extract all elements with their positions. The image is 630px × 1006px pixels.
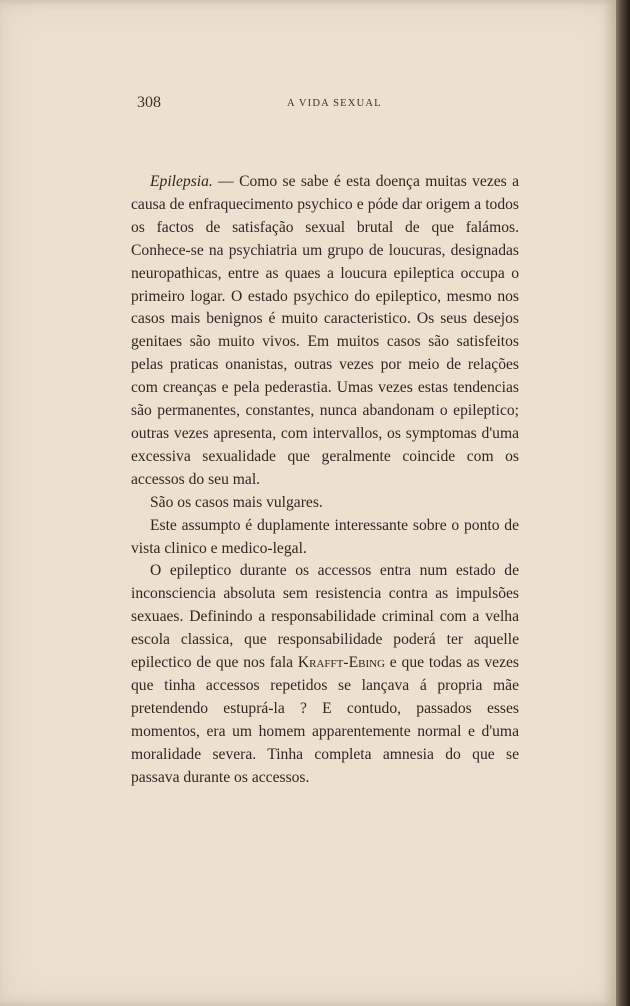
paragraph-text: e que todas as vezes que tinha accessos repetidos se lançava á propria mãe pretendendo estuprá-la ? E contudo, passados esses momentos, era um homem apparentemente normal e d'uma moralidade severa. Tinha completa amnesia do que se passava durante os accessos. xyxy=(131,654,519,786)
paragraph-vulgares: São os casos mais vulgares. xyxy=(150,493,323,511)
running-title: A VIDA SEXUAL xyxy=(287,98,382,109)
section-term: Epilepsia. xyxy=(150,173,213,190)
page-number: 308 xyxy=(137,94,161,111)
paragraph-epileptico xyxy=(131,560,519,789)
paragraph-text: O epileptico durante os accessos entra num estado de inconsciencia absoluta sem resistencia contra as impulsões sexuaes. Definindo a responsabilidade criminal com a velha escola classica, que responsabilidade poderá ter aquelle epilectico de que nos fala xyxy=(131,562,519,672)
paragraph-assumpto: Este assumpto é duplamente interessante sobre o ponto de vista clinico e medico-legal. xyxy=(131,516,519,557)
page-header xyxy=(137,94,577,118)
body-text xyxy=(131,171,519,789)
paragraph-text: — Como se sabe é esta doença muitas vezes a causa de enfraquecimento psychico e póde dar origem a todos os factos de satisfação sexual brutal de que falámos. Conhece-se na psychiatria um grupo de loucuras, designadas neuropathicas, entre as quaes a loucura epileptica occupa o primeiro logar. O estado psychico do epileptico, mesmo nos casos mais benignos é muito caracteristico. Os seus desejos genitaes são muito vivos. Em muitos casos são satisfeitos pelas praticas onanistas, outras vezes por meio de relações com creanças e pela pederastia. Umas vezes estas tendencias são permanentes, constantes, nunca abandonam o epileptico; outras vezes apresenta, com intervallos, os symptomas d'uma excessiva sexualidade que geralmente coincide com os accessos do seu mal. xyxy=(131,173,519,488)
binding-edge xyxy=(616,0,630,1006)
paragraph-epilepsia xyxy=(131,171,519,492)
author-name: Krafft-Ebing xyxy=(297,654,385,672)
